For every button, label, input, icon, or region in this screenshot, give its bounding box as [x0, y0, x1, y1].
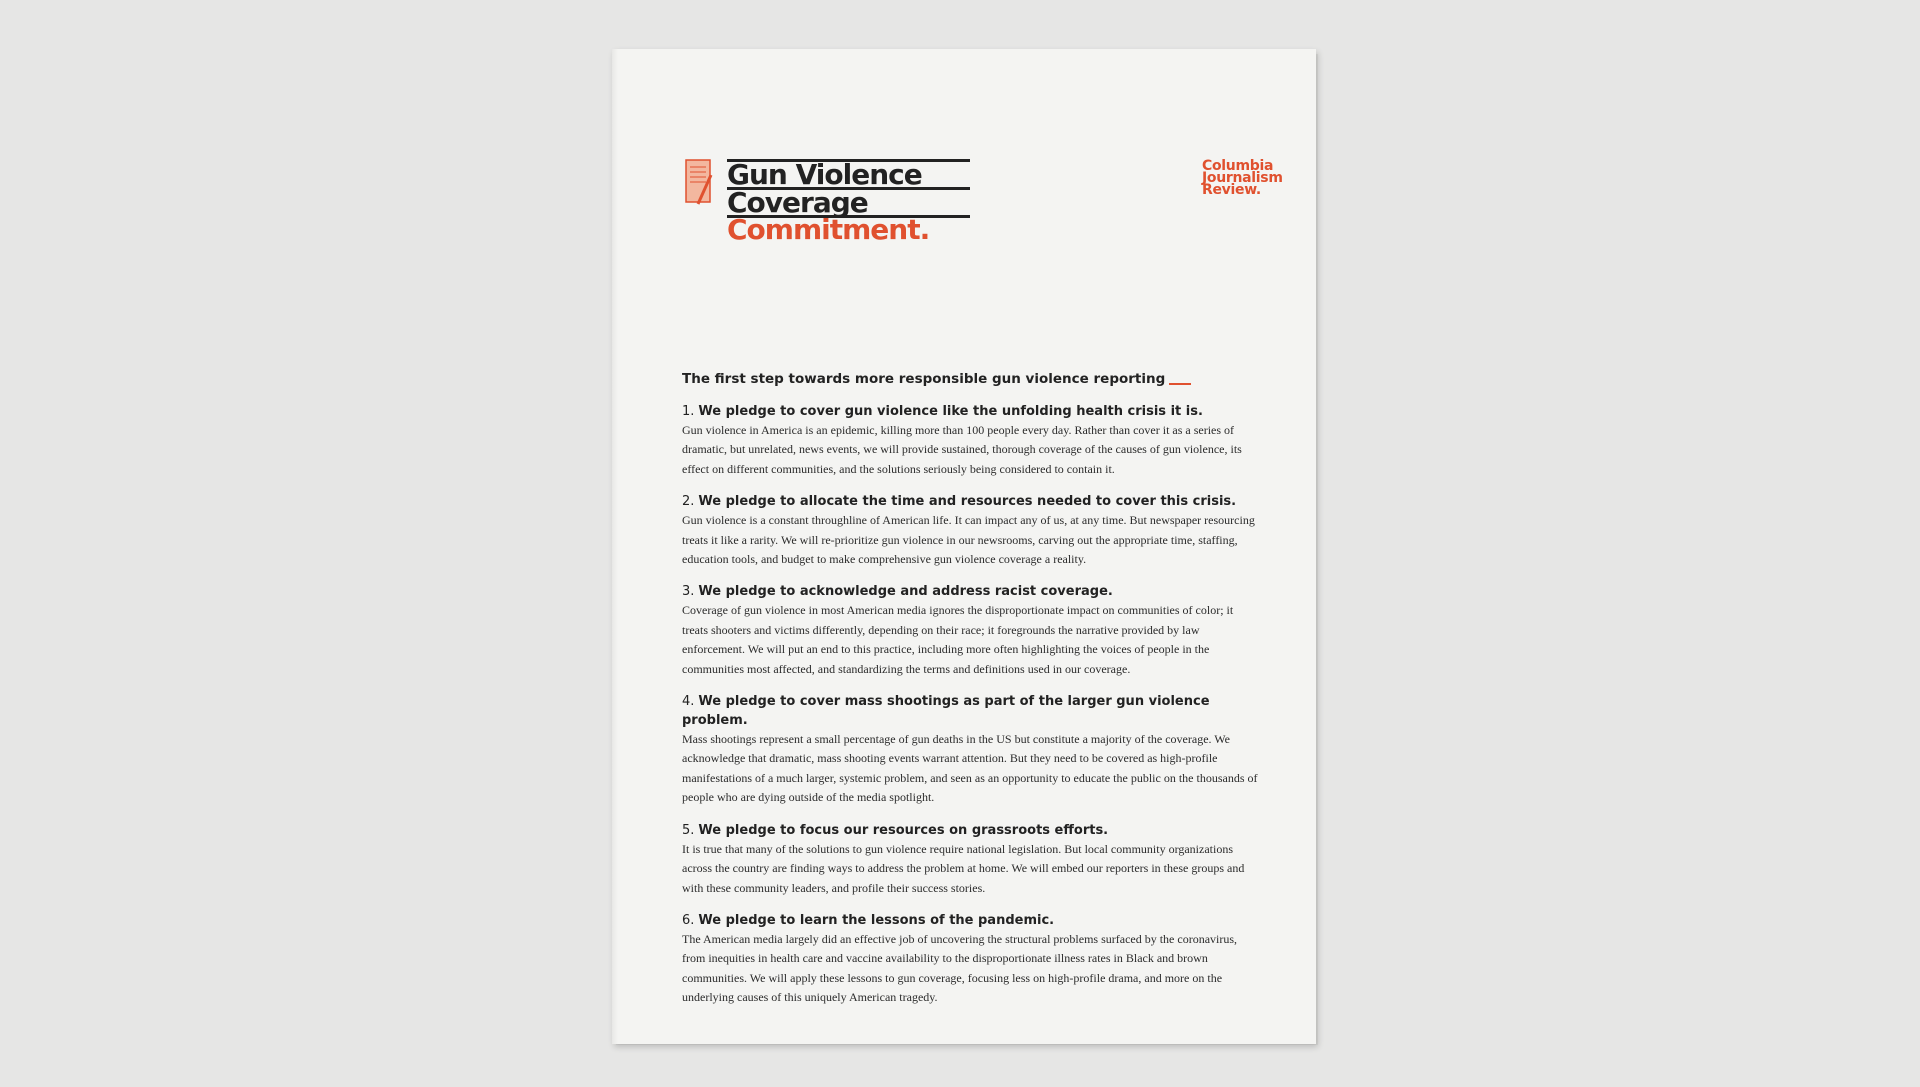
intro-underline — [1169, 383, 1191, 385]
pledge-body: The American media largely did an effective job of uncovering the structural problems surfaced by the coronavirus, from inequities in health care and vaccine availability to the disproportionate illness rates in Black and brown communities. We will apply these lessons to gun coverage, focusing less on high-profile drama, and more on the underlying causes of this uniquely American tragedy. — [682, 931, 1238, 1005]
pledge-logo — [727, 159, 970, 245]
publisher-line-3: Review. — [1202, 182, 1261, 198]
pledge-title — [682, 492, 1262, 511]
pledge-number: 5. — [682, 822, 695, 838]
pledge-content — [682, 371, 1262, 1021]
pledge-title-text: We pledge to cover gun violence like the unfolding health crisis it is. — [698, 404, 1203, 419]
pledge-item — [682, 911, 1262, 1008]
intro-heading — [682, 371, 1262, 387]
publisher-logo — [1202, 160, 1312, 196]
pledge-number: 4. — [682, 694, 695, 710]
pledge-title — [682, 402, 1262, 421]
pledge-title-text: We pledge to focus our resources on grassroots efforts. — [698, 822, 1109, 838]
logo-line-3: Commitment. — [727, 213, 930, 246]
pledge-item — [682, 582, 1262, 679]
publisher-line-2: Journalism — [1202, 170, 1283, 186]
pledge-item — [682, 492, 1262, 569]
pledge-title-text: We pledge to cover mass shootings as part of the larger gun violence problem. — [682, 694, 1210, 729]
intro-text: The first step towards more responsible gun violence reporting — [682, 371, 1166, 387]
pledge-item — [682, 402, 1262, 479]
pledge-body: Gun violence is a constant throughline of American life. It can impact any of us, at any time. But newspaper resourcing treats it like a rarity. We will re-prioritize gun violence in our newsrooms, carving out the appropriate time, staffing, education tools, and budget to make comprehensive gun violence coverage a reality. — [682, 513, 1255, 567]
pledge-title — [682, 692, 1262, 730]
logo-line-2: Coverage — [727, 187, 970, 218]
publisher-line-1: Columbia — [1202, 158, 1274, 174]
document-page — [612, 49, 1316, 1044]
pledge-number: 1. — [682, 404, 695, 419]
pledge-number: 6. — [682, 912, 695, 928]
pledge-title — [682, 582, 1262, 601]
pledge-title — [682, 911, 1262, 930]
pledge-item — [682, 821, 1262, 898]
pledge-body: Gun violence in America is an epidemic, killing more than 100 people every day. Rather than cover it as a series of dramatic, but unrelated, news events, we will provide sustained, thorough coverage of the causes of gun violence, its effect on different communities, and the solutions seriously being considered to contain it. — [682, 423, 1242, 476]
pledge-body: Coverage of gun violence in most American media ignores the disproportionate impact on communities of color; it treats shooters and victims differently, depending on their race; it foregrounds the narrative provided by law enforcement. We will put an end to this practice, including more often highlighting the voices of people in the communities most affected, and standardizing the terms and definitions used in our coverage. — [682, 603, 1234, 676]
pledge-body: Mass shootings represent a small percentage of gun deaths in the US but constitute a majority of the coverage. We acknowledge that dramatic, mass shooting events warrant attention. But they need to be covered as high-profile manifestations of a much larger, systemic problem, and seen as an opportunity to educate the public on the thousands of people who are dying outside of the media spotlight. — [682, 732, 1258, 805]
pledge-number: 3. — [682, 584, 695, 600]
pledge-title-text: We pledge to acknowledge and address racist coverage. — [698, 584, 1113, 600]
pledge-body: It is true that many of the solutions to gun violence require national legislation. But local community organizations across the country are finding ways to address the problem at home. We will embed our reporters in these groups and with these community leaders, and profile their success stories. — [682, 841, 1245, 895]
pledge-title-text: We pledge to learn the lessons of the pandemic. — [698, 912, 1055, 928]
notepad-pencil-icon — [684, 157, 716, 207]
pledge-title — [682, 821, 1262, 840]
pledge-title-text: We pledge to allocate the time and resources needed to cover this crisis. — [698, 494, 1237, 510]
logo-line-1: Gun Violence — [727, 159, 970, 190]
pledge-number: 2. — [682, 494, 695, 510]
pledge-item — [682, 692, 1262, 808]
